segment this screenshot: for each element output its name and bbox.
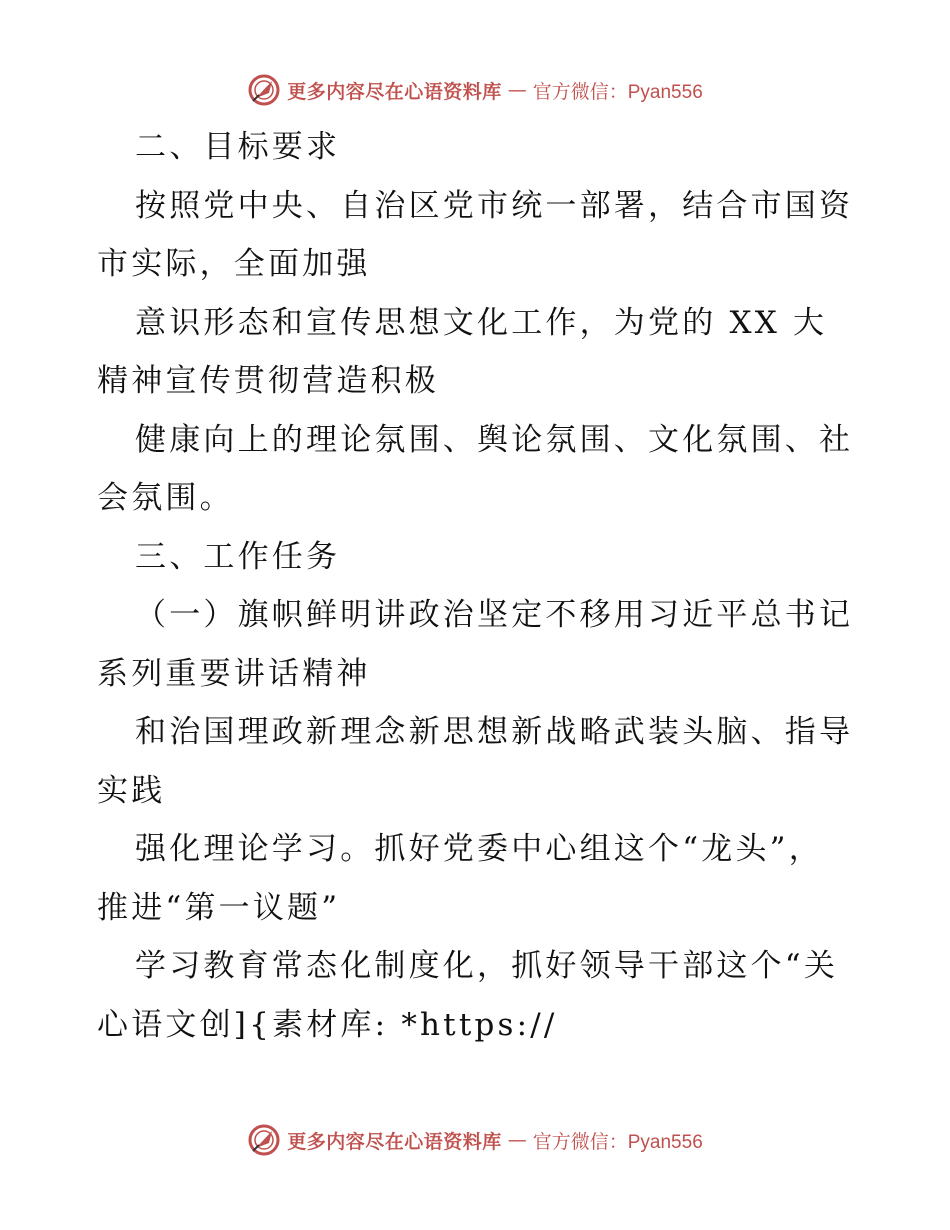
quill-logo-icon [247,73,281,107]
paragraph: 学习教育常态化制度化，抓好领导干部这个“关心语文创]{素材库: *https:// [97,948,839,1043]
paragraph: 按照党中央、自治区党市统一部署，结合市国资市实际，全面加强 [97,187,854,282]
paragraph: 强化理论学习。抓好党委中心组这个“龙头”，推进“第一议题” [97,831,823,926]
paragraph: 和治国理政新理念新思想新战略武装头脑、指导实践 [97,714,854,809]
heading-goals: 二、目标要求 [135,129,341,165]
watermark-label: 官方微信：Pyan556 [532,81,703,103]
paragraph: 意识形态和宣传思想文化工作，为党的 XX 大精神宣传贯彻营造积极 [97,304,828,399]
heading-tasks: 三、工作任务 [135,538,341,575]
watermark-footer [0,1120,950,1160]
document-body [97,118,857,1054]
paragraph: 健康向上的理论氛围、舆论氛围、文化氛围、社会氛围。 [97,421,854,516]
watermark-label: 官方微信：Pyan556 [532,1131,703,1153]
watermark-separator: — [507,1129,527,1151]
watermark-separator: — [507,79,527,101]
watermark-text: 更多内容尽在心语资料库 [287,1130,502,1153]
watermark-header [0,70,950,110]
quill-logo-icon [247,1123,281,1157]
watermark-text: 更多内容尽在心语资料库 [287,80,502,103]
subheading-task-one: （一）旗帜鲜明讲政治坚定不移用习近平总书记系列重要讲话精神 [97,597,854,692]
